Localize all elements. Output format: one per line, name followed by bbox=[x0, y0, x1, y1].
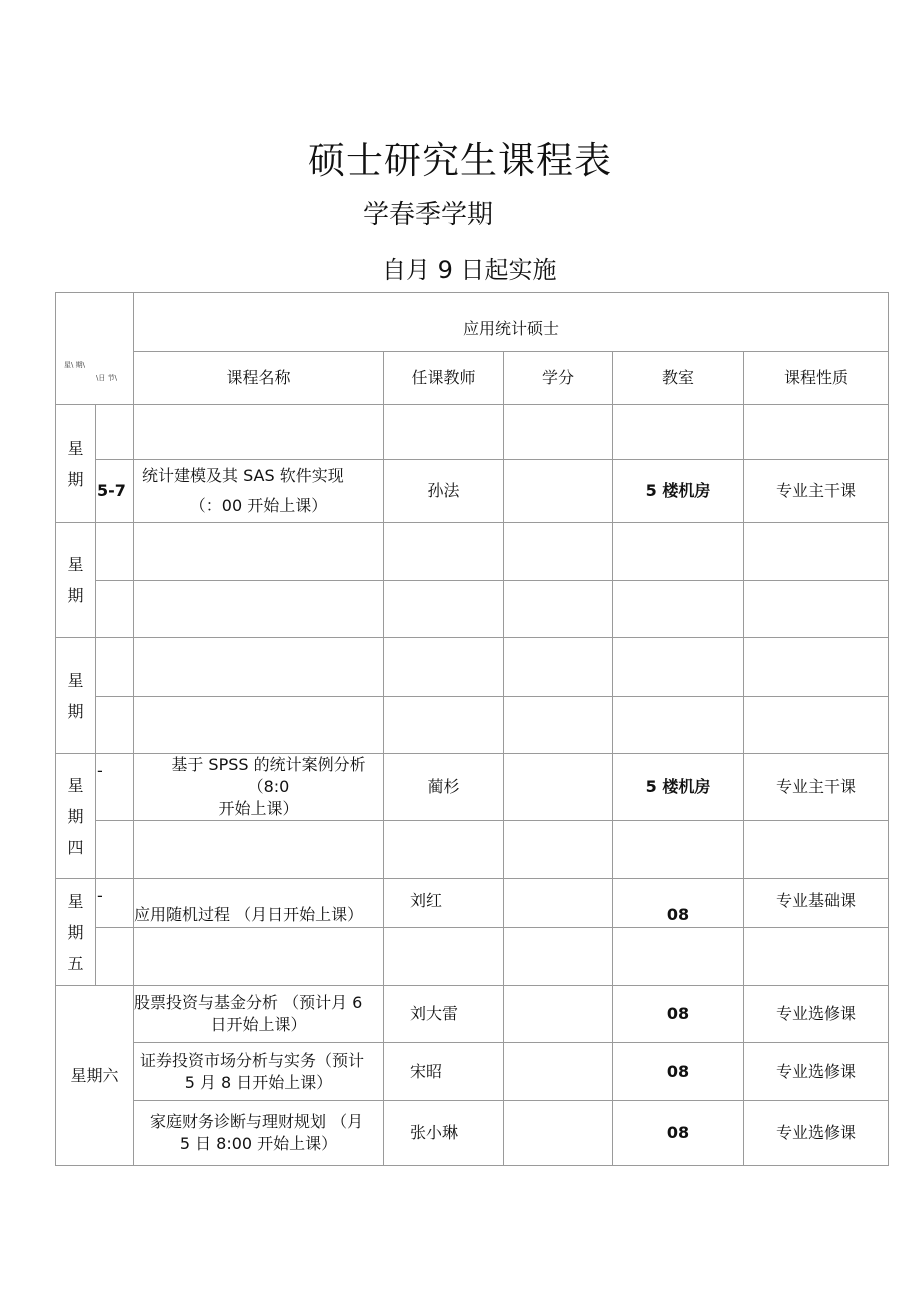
table-row bbox=[56, 928, 889, 986]
teacher-cell: 刘红 bbox=[384, 879, 504, 928]
col-header-course: 课程名称 bbox=[134, 352, 384, 405]
table-row bbox=[56, 1043, 889, 1101]
course-name: 股票投资与基金分析 （预计月 6 日开始上课） bbox=[134, 986, 384, 1043]
nature-cell: 专业选修课 bbox=[744, 1101, 889, 1166]
day-label: 星 期 bbox=[56, 405, 96, 523]
day-label: 星 期 四 bbox=[56, 754, 96, 879]
table-row bbox=[56, 638, 889, 697]
course-name: 统计建模及其 SAS 软件实现 （：00 开始上课） bbox=[134, 460, 384, 523]
table-row bbox=[56, 405, 889, 460]
semester-subtitle: 学春季学期 bbox=[363, 200, 494, 230]
corner-cell bbox=[56, 293, 134, 405]
course-name: 应用随机过程 （月日开始上课） bbox=[134, 879, 384, 928]
table-row bbox=[56, 986, 889, 1043]
room-cell: 08 bbox=[613, 879, 744, 928]
nature-cell: 专业基础课 bbox=[744, 879, 889, 928]
col-header-credit: 学分 bbox=[504, 352, 613, 405]
course-name: 家庭财务诊断与理财规划 （月 5 日 8:00 开始上课） bbox=[134, 1101, 384, 1166]
col-header-teacher: 任课教师 bbox=[384, 352, 504, 405]
teacher-cell: 张小琳 bbox=[384, 1101, 504, 1166]
day-label: 星 期 bbox=[56, 523, 96, 638]
teacher-cell: 刘大雷 bbox=[384, 986, 504, 1043]
corner-section-label: \日 节\ bbox=[96, 374, 117, 382]
day-label: 星期六 bbox=[56, 986, 134, 1166]
room-cell: 5 楼机房 bbox=[613, 754, 744, 821]
course-name: 基于 SPSS 的统计案例分析（8:0 开始上课） bbox=[134, 754, 384, 821]
schedule-table bbox=[55, 292, 889, 1166]
course-name: 证券投资市场分析与实务（预计 5 月 8 日开始上课） bbox=[134, 1043, 384, 1101]
nature-cell: 专业主干课 bbox=[744, 460, 889, 523]
table-row bbox=[56, 754, 889, 821]
header-row-program bbox=[56, 293, 889, 352]
table-row bbox=[56, 1101, 889, 1166]
credit-cell bbox=[504, 1101, 613, 1166]
table-row bbox=[56, 581, 889, 638]
room-cell: 08 bbox=[613, 986, 744, 1043]
teacher-cell: 宋昭 bbox=[384, 1043, 504, 1101]
nature-cell: 专业选修课 bbox=[744, 986, 889, 1043]
teacher-cell: 蔺杉 bbox=[384, 754, 504, 821]
day-label: 星 期 五 bbox=[56, 879, 96, 986]
session-cell: - bbox=[96, 879, 134, 928]
room-cell: 08 bbox=[613, 1043, 744, 1101]
teacher-cell: 孙法 bbox=[384, 460, 504, 523]
corner-day-label: 星\ 期\ bbox=[64, 361, 85, 369]
table-row bbox=[56, 697, 889, 754]
table-row bbox=[56, 523, 889, 581]
program-name: 应用统计硕士 bbox=[134, 293, 889, 352]
table-row bbox=[56, 460, 889, 523]
credit-cell bbox=[504, 1043, 613, 1101]
day-label: 星 期 bbox=[56, 638, 96, 754]
effective-date: 自月 9 日起实施 bbox=[382, 256, 557, 284]
credit-cell bbox=[504, 460, 613, 523]
session-cell: 5-7 bbox=[96, 460, 134, 523]
col-header-room: 教室 bbox=[613, 352, 744, 405]
credit-cell bbox=[504, 879, 613, 928]
nature-cell: 专业选修课 bbox=[744, 1043, 889, 1101]
page-title: 硕士研究生课程表 bbox=[308, 139, 612, 182]
nature-cell: 专业主干课 bbox=[744, 754, 889, 821]
session-cell: - bbox=[96, 754, 134, 821]
header-row-columns bbox=[56, 352, 889, 405]
col-header-nature: 课程性质 bbox=[744, 352, 889, 405]
credit-cell bbox=[504, 754, 613, 821]
table-row bbox=[56, 879, 889, 928]
credit-cell bbox=[504, 986, 613, 1043]
table-row bbox=[56, 821, 889, 879]
room-cell: 5 楼机房 bbox=[613, 460, 744, 523]
room-cell: 08 bbox=[613, 1101, 744, 1166]
